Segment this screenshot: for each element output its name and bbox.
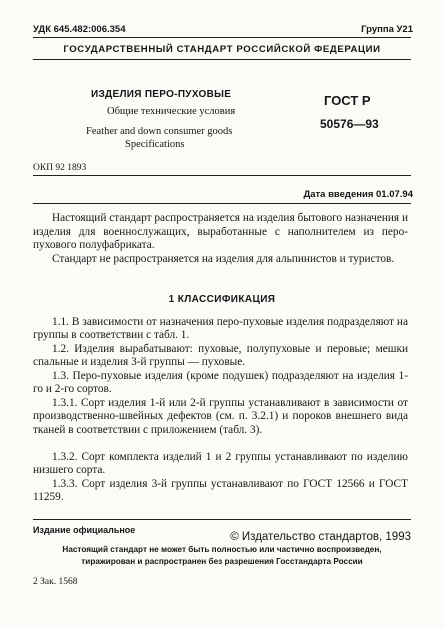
state-standard-heading: ГОСУДАРСТВЕННЫЙ СТАНДАРТ РОССИЙСКОЙ ФЕДЕРАЦИИ — [63, 44, 381, 55]
gost-number: 50576—93 — [320, 117, 379, 131]
clause-1-3-1: 1.3.1. Сорт изделия 1-й или 2-й группы устанавливают в зависимости от производственно-швейных дефектов (см. п. 3.2.1) и пороков внешнего вида тканей в соответствии с приложением (табл. 3). — [33, 397, 408, 436]
footer-rule — [33, 519, 411, 520]
header-rule-top — [33, 37, 411, 38]
udk-code: УДК 645.482:006.354 — [33, 24, 126, 35]
intro-paragraph: Стандарт не распространяется на изделия для альпинистов и туристов. — [52, 253, 395, 265]
gost-label: ГОСТ Р — [324, 93, 371, 108]
official-edition: Издание официальное — [33, 525, 136, 535]
okp-code: ОКП 92 1893 — [33, 163, 87, 173]
section-heading: 1 КЛАССИФИКАЦИЯ — [168, 294, 276, 305]
header-rule-bottom — [33, 59, 411, 60]
reproduction-notice: Настоящий стандарт не может быть полностью или частично воспроизведен, — [62, 545, 382, 554]
title-rule — [33, 175, 411, 176]
date-rule — [33, 203, 411, 204]
clause-1-3: 1.3. Перо-пуховые изделия (кроме подушек) подразделяют на изделия 1-го и 2-го сортов. — [33, 370, 408, 396]
clause-1-3-2: 1.3.2. Сорт комплекта изделий 1 и 2 группы устанавливают по изделию низшего сорта. — [33, 451, 408, 477]
order-number: 2 Зак. 1568 — [33, 577, 78, 587]
clause-1-3-3: 1.3.3. Сорт изделия 3-й группы устанавливают по ГОСТ 12566 и ГОСТ 11259. — [33, 478, 408, 504]
group-code: Группа У21 — [361, 24, 413, 35]
english-subtitle: Specifications — [125, 139, 185, 150]
document-subtitle: Общие технические условия — [107, 106, 236, 117]
copyright: © Издательство стандартов, 1993 — [230, 531, 411, 543]
clause-1-2: 1.2. Изделия вырабатывают: пуховые, полупуховые и перовые; мешки спальные и изделия 3-й группы — пуховые. — [33, 343, 408, 369]
english-title: Feather and down consumer goods — [86, 126, 233, 137]
effective-date: Дата введения 01.07.94 — [303, 189, 413, 200]
document-title: ИЗДЕЛИЯ ПЕРО-ПУХОВЫЕ — [91, 89, 232, 100]
intro-paragraph: Настоящий стандарт распространяется на изделия бытового назначения и изделия для военнослужащих, выработанные с наполнителем из перо-пухового полуфабриката. — [33, 212, 408, 252]
clause-1-1: 1.1. В зависимости от назначения перо-пуховые изделия подразделяют на группы в соответствии с табл. 1. — [33, 316, 408, 342]
reproduction-notice: тиражирован и распространен без разрешения Госстандарта России — [81, 557, 363, 566]
